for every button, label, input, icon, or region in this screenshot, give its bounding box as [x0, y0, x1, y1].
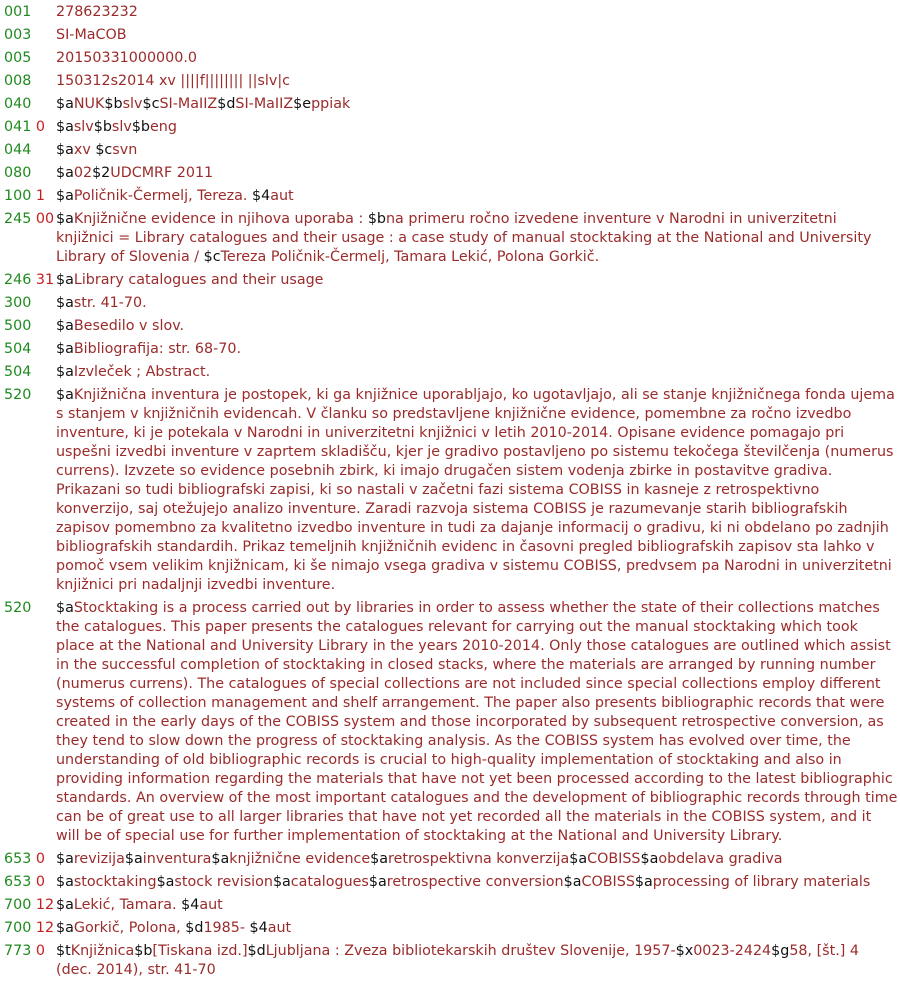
subfield-code: $4 — [251, 188, 271, 204]
field-tag-cell — [4, 95, 56, 114]
subfield-text: xv — [73, 142, 96, 158]
subfield-text: Knjižnične evidence in njihova uporaba : — [73, 211, 368, 227]
subfield-text: SI-MaIIZ — [159, 96, 218, 112]
subfield-text: slv — [73, 119, 94, 135]
subfield-text: eng — [149, 119, 177, 135]
field-value — [56, 363, 900, 382]
subfield-text: COBISS — [581, 874, 635, 890]
field-value — [56, 599, 900, 846]
field-tag: 246 — [4, 272, 32, 288]
field-tag-cell — [4, 118, 56, 137]
field-tag: 003 — [4, 27, 32, 43]
subfield-code: $a — [56, 272, 74, 288]
subfield-text: Lekić, Tamara. — [73, 897, 182, 913]
subfield-code: $x — [675, 943, 694, 959]
subfield-text: Poličnik-Čermelj, Tereza. — [73, 188, 252, 204]
subfield-text: Izvleček ; Abstract. — [73, 364, 211, 380]
subfield-text: [Tiskana izd.] — [152, 943, 248, 959]
field-tag-cell — [4, 850, 56, 869]
subfield-text: 0023-2424 — [693, 943, 772, 959]
field-indicators: 0 — [35, 943, 45, 959]
subfield-code: $a — [56, 364, 74, 380]
field-tag-cell — [4, 3, 56, 22]
subfield-text: Knjižnica — [70, 943, 135, 959]
subfield-text: 02 — [73, 165, 93, 181]
subfield-text: aut — [270, 188, 294, 204]
subfield-code: $a — [634, 874, 653, 890]
subfield-text: Ljubljana : Zveza bibliotekarskih društev Slovenije, 1957- — [265, 943, 676, 959]
subfield-code: $a — [56, 119, 74, 135]
field-tag: 700 — [4, 920, 32, 936]
subfield-code: $b — [131, 119, 150, 135]
subfield-code: $a — [56, 851, 74, 867]
field-tag-cell — [4, 141, 56, 160]
subfield-code: $a — [368, 874, 387, 890]
field-tag-cell — [4, 49, 56, 68]
subfield-code: $b — [104, 96, 123, 112]
field-tag: 773 — [4, 943, 32, 959]
subfield-text: 150312s2014 xv ||||f|||||||| ||slv|c — [56, 73, 290, 89]
subfield-code: $a — [56, 920, 74, 936]
subfield-code: $a — [56, 897, 74, 913]
subfield-text: 58, [št.] 4 (dec. 2014), str. 41-70 — [56, 943, 859, 978]
subfield-text: retrospektivna konverzija — [388, 851, 570, 867]
subfield-text: SI-MaCOB — [56, 27, 127, 43]
field-tag-cell — [4, 942, 56, 980]
field-tag-cell — [4, 294, 56, 313]
marc-field-row — [4, 187, 900, 206]
marc-field-row — [4, 72, 900, 91]
field-tag: 044 — [4, 142, 32, 158]
subfield-code: $a — [56, 142, 74, 158]
marc-field-row — [4, 919, 900, 938]
field-value — [56, 3, 900, 22]
subfield-code: $a — [156, 874, 175, 890]
subfield-text: knjižnične evidence — [229, 851, 371, 867]
field-value — [56, 72, 900, 91]
marc-field-row — [4, 599, 900, 846]
subfield-code: $a — [56, 165, 74, 181]
subfield-text: aut — [199, 897, 223, 913]
field-value — [56, 386, 900, 595]
field-value — [56, 317, 900, 336]
field-indicators: 00 — [35, 211, 55, 227]
field-value — [56, 49, 900, 68]
subfield-code: $c — [203, 249, 221, 265]
subfield-code: $t — [56, 943, 71, 959]
field-tag: 300 — [4, 295, 32, 311]
field-tag: 653 — [4, 851, 32, 867]
subfield-code: $c — [95, 142, 113, 158]
subfield-text: aut — [267, 920, 292, 936]
marc-field-row — [4, 340, 900, 359]
field-tag-cell — [4, 317, 56, 336]
marc-field-row — [4, 294, 900, 313]
field-tag: 520 — [4, 387, 32, 403]
field-value — [56, 873, 900, 892]
subfield-text: revizija — [73, 851, 125, 867]
field-tag: 080 — [4, 165, 32, 181]
field-indicators: 1 — [35, 188, 45, 204]
subfield-text: obdelava gradiva — [658, 851, 783, 867]
field-tag-cell — [4, 271, 56, 290]
subfield-text: NUK — [73, 96, 105, 112]
marc-field-row — [4, 363, 900, 382]
subfield-text: na primeru ročno izvedene inventure v Narodni in univerzitetni knjižnici = Library catalogues and their usage : a case study of manual stocktaking at the National and University Library of Slovenia / — [56, 211, 872, 265]
field-indicators: 12 — [35, 920, 55, 936]
subfield-text: inventura — [142, 851, 212, 867]
subfield-code: $b — [93, 119, 112, 135]
subfield-text: svn — [112, 142, 138, 158]
marc-field-row — [4, 271, 900, 290]
marc-field-row — [4, 26, 900, 45]
field-tag: 700 — [4, 897, 32, 913]
field-tag-cell — [4, 896, 56, 915]
field-tag: 040 — [4, 96, 32, 112]
field-tag-cell — [4, 386, 56, 595]
subfield-text: UDCMRF 2011 — [110, 165, 214, 181]
subfield-text: Library catalogues and their usage — [73, 272, 324, 288]
subfield-code: $a — [56, 341, 74, 357]
subfield-text: stocktaking — [73, 874, 157, 890]
subfield-code: $b — [367, 211, 386, 227]
subfield-code: $a — [56, 295, 74, 311]
field-tag-cell — [4, 340, 56, 359]
subfield-code: $4 — [249, 920, 268, 936]
subfield-code: $a — [640, 851, 659, 867]
marc-field-row — [4, 873, 900, 892]
marc-field-row — [4, 850, 900, 869]
subfield-code: $a — [56, 874, 74, 890]
field-value — [56, 294, 900, 313]
field-indicators: 12 — [35, 897, 55, 913]
field-indicators: 31 — [35, 272, 55, 288]
subfield-text: Stocktaking is a process carried out by libraries in order to assess whether the state of their collections matches the catalogues. This paper presents the catalogues relevant for carrying out the manual stocktaking which took place at the National and University Library in the years 2010-2014. Only those catalogues are outlined which assist in the successful completion of stocktaking in closed stacks, where the materials are arranged by running number (numerus currens). The catalogues of special collections are not included since special collections employ different systems of collection management and shelf arrangement. The paper also presents bibliographic records that were created in the early days of the COBISS system and those incorporated by subsequent retrospective conversion, as they tend to slow down the progress of stocktaking analysis. As the COBISS system has evolved over time, the understanding of old bibliographic records is crucial to high-quality implementation of stocktaking and also in providing information regarding the materials that have not yet been processed according to the latest bibliographic standards. An overview of the most important catalogues and the development of bibliographic records through time can be of great use to all larger libraries that have not yet recorded all the materials in the COBISS system, and it will be of special use for further implementation of stocktaking at the National and University Library. — [56, 600, 898, 844]
field-value — [56, 850, 900, 869]
field-value — [56, 26, 900, 45]
marc-field-row — [4, 942, 900, 980]
field-tag: 504 — [4, 341, 32, 357]
subfield-code: $d — [247, 943, 266, 959]
field-tag-cell — [4, 363, 56, 382]
marc-field-row — [4, 386, 900, 595]
subfield-code: $e — [293, 96, 312, 112]
subfield-text: 278623232 — [56, 4, 138, 20]
subfield-text: ppiak — [311, 96, 351, 112]
field-indicators: 0 — [35, 874, 45, 890]
subfield-code: $g — [771, 943, 790, 959]
field-value — [56, 340, 900, 359]
field-tag-cell — [4, 72, 56, 91]
subfield-text: Tereza Poličnik-Čermelj, Tamara Lekić, Polona Gorkič. — [220, 249, 600, 265]
subfield-code: $a — [56, 188, 74, 204]
marc-field-row — [4, 95, 900, 114]
subfield-text: str. 41-70. — [73, 295, 147, 311]
field-tag: 504 — [4, 364, 32, 380]
marc-field-row — [4, 49, 900, 68]
field-value — [56, 141, 900, 160]
field-tag-cell — [4, 164, 56, 183]
field-value — [56, 942, 900, 980]
field-value — [56, 95, 900, 114]
subfield-text: 1985- — [203, 920, 250, 936]
field-value — [56, 919, 900, 938]
subfield-code: $a — [569, 851, 588, 867]
field-tag: 041 — [4, 119, 32, 135]
field-value — [56, 187, 900, 206]
field-tag-cell — [4, 26, 56, 45]
field-tag: 005 — [4, 50, 32, 66]
subfield-code: $a — [370, 851, 389, 867]
field-tag-cell — [4, 919, 56, 938]
field-value — [56, 210, 900, 267]
subfield-text: Knjižnična inventura je postopek, ki ga knjižnice uporabljajo, ko ugotavljajo, ali se stanje knjižničnega fonda ujema s stanjem v knjižničnih evidencah. V članku so predstavljene knjižnične evidence, pomembne za ročno izvedbo inventure, ki je potekala v Narodni in univerzitetni knjižnici v letih 2010-2014. Opisane evidence pomagajo pri uspešni izvedbi inventure v zaprtem skladišču, kjer je gradivo postavljeno po sistemu tekočega številčenja (numerus currens). Izvzete so evidence posebnih zbirk, ki imajo drugačen sistem vodenja zbirke in postavitve gradiva. Prikazani so tudi bibliografski zapisi, ki so nastali v začetni fazi sistema COBISS in kasneje z retrospektivno konverzijo, saj otežujejo analizo inventure. Zaradi razvoja sistema COBISS je razumevanje starih bibliografskih zapisov pomembno za kvalitetno izvedbo inventure in tudi za dajanje informacij o gradivu, ki ni obdelano po zadnjih bibliografskih standardih. Prikaz temeljnih knjižničnih evidenc in časovni pregled bibliografskih zapisov sta lahko v pomoč vsem velikim knjižnicam, ki še nimajo vsega gradiva v sistemu COBISS, predvsem pa Narodni in univerzitetni knjižnici pri nadaljnji izvedbi inventure. — [56, 387, 895, 593]
subfield-code: $d — [217, 96, 236, 112]
subfield-code: $a — [56, 96, 74, 112]
field-tag: 500 — [4, 318, 32, 334]
subfield-code: $4 — [181, 897, 200, 913]
subfield-text: Bibliografija: str. 68-70. — [73, 341, 242, 357]
subfield-text: 20150331000000.0 — [56, 50, 197, 66]
subfield-code: $2 — [92, 165, 111, 181]
subfield-code: $a — [56, 600, 74, 616]
field-tag-cell — [4, 599, 56, 846]
subfield-text: catalogues — [290, 874, 369, 890]
marc-field-row — [4, 164, 900, 183]
subfield-code: $a — [56, 318, 74, 334]
field-indicators: 0 — [35, 851, 45, 867]
field-tag-cell — [4, 210, 56, 267]
subfield-text: stock revision — [174, 874, 273, 890]
subfield-code: $d — [185, 920, 204, 936]
field-tag: 520 — [4, 600, 32, 616]
field-tag-cell — [4, 187, 56, 206]
field-tag: 100 — [4, 188, 32, 204]
marc-field-row — [4, 210, 900, 267]
marc-field-row — [4, 141, 900, 160]
subfield-code: $a — [56, 211, 74, 227]
marc-field-row — [4, 118, 900, 137]
marc-field-row — [4, 3, 900, 22]
subfield-text: slv — [122, 96, 143, 112]
subfield-code: $a — [563, 874, 582, 890]
marc-field-row — [4, 317, 900, 336]
field-tag: 653 — [4, 874, 32, 890]
subfield-text: retrospective conversion — [386, 874, 564, 890]
subfield-text: Gorkič, Polona, — [73, 920, 186, 936]
subfield-code: $a — [272, 874, 291, 890]
field-value — [56, 164, 900, 183]
subfield-text: Besedilo v slov. — [73, 318, 185, 334]
field-tag-cell — [4, 873, 56, 892]
subfield-text: SI-MaIIZ — [235, 96, 294, 112]
field-value — [56, 896, 900, 915]
subfield-code: $a — [211, 851, 230, 867]
field-indicators: 0 — [35, 119, 45, 135]
subfield-code: $a — [124, 851, 143, 867]
subfield-code: $c — [142, 96, 160, 112]
subfield-code: $b — [134, 943, 153, 959]
field-tag: 245 — [4, 211, 32, 227]
marc-field-row — [4, 896, 900, 915]
subfield-code: $a — [56, 387, 74, 403]
field-tag: 001 — [4, 4, 32, 20]
subfield-text: COBISS — [587, 851, 641, 867]
field-value — [56, 271, 900, 290]
subfield-text: processing of library materials — [652, 874, 871, 890]
field-value — [56, 118, 900, 137]
field-tag: 008 — [4, 73, 32, 89]
subfield-text: slv — [111, 119, 132, 135]
